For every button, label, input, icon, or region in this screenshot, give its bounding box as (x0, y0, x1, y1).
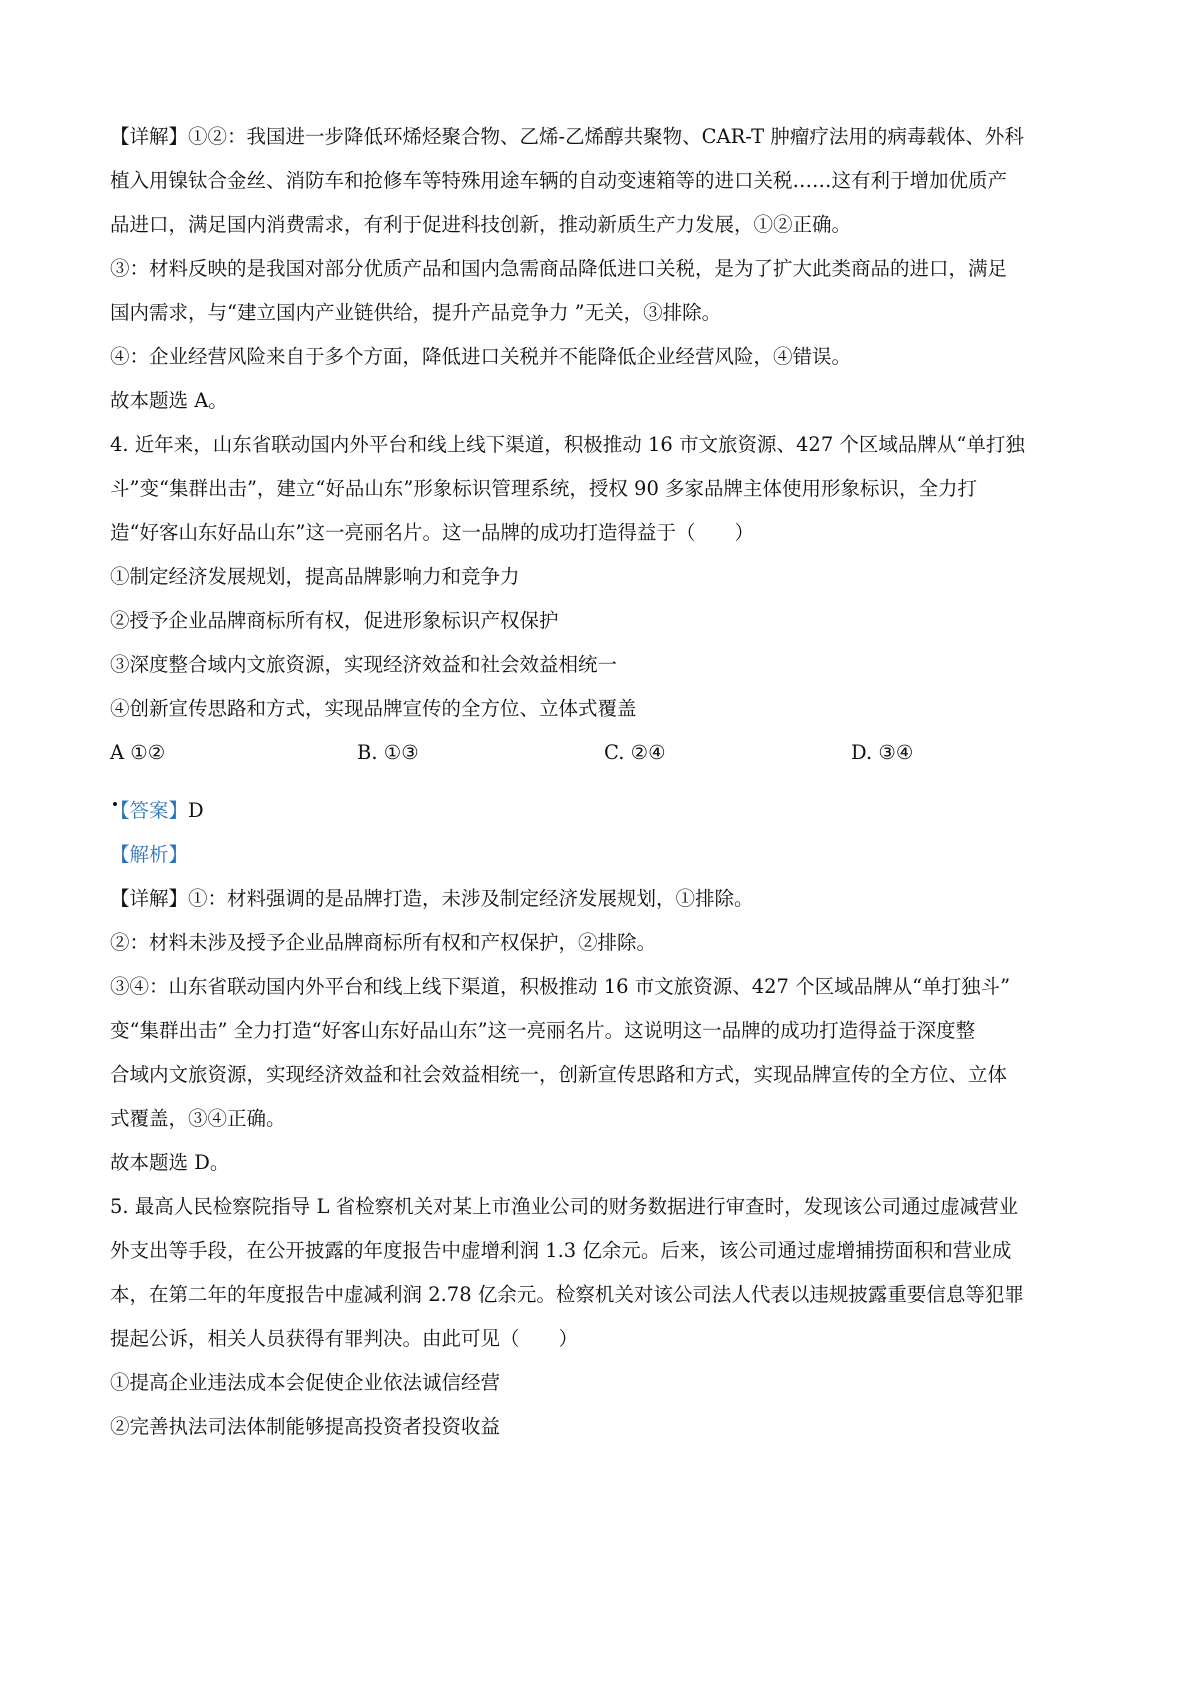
q4-detail-line-5: 合域内文旅资源，实现经济效益和社会效益相统一，创新宣传思路和方式，实现品牌宣传的全方位、立体 (110, 1063, 1008, 1086)
q3-explain-line-4: ③：材料反映的是我国对部分优质产品和国内急需商品降低进口关税，是为了扩大此类商品的进口，满足 (110, 257, 1008, 280)
q3-explain-line-5: 国内需求，与“建立国内产业链供给，提升产品竞争力 ”无关，③排除。 (110, 301, 722, 324)
q4-stem-line-3: 造“好客山东好品山东”这一亮丽名片。这一品牌的成功打造得益于（ ） (110, 521, 754, 544)
q5-stem-line-1: 5. 最高人民检察院指导 L 省检察机关对某上市渔业公司的财务数据进行审查时，发现该公司通过虚减营业 (110, 1195, 1019, 1218)
q4-stem-line-2: 斗”变“集群出击”，建立“好品山东”形象标识管理系统，授权 90 多家品牌主体使用形象标识，全力打 (110, 477, 978, 500)
q5-statement-2: ②完善执法司法体制能够提高投资者投资收益 (110, 1415, 501, 1438)
answer-tag: 【答案】 (110, 799, 189, 822)
q4-conclusion: 故本题选 D。 (110, 1151, 230, 1174)
q4-detail-line-3: ③④：山东省联动国内外平台和线上线下渠道，积极推动 16 市文旅资源、427 个区域品牌从“单打独斗” (110, 975, 1011, 998)
q4-option-d: D. ③④ (851, 741, 914, 764)
q3-explain-line-6: ④：企业经营风险来自于多个方面，降低进口关税并不能降低企业经营风险，④错误。 (110, 345, 852, 368)
q4-detail-line-1: 【详解】①：材料强调的是品牌打造，未涉及制定经济发展规划，①排除。 (110, 887, 754, 910)
q4-statement-4: ④创新宣传思路和方式，实现品牌宣传的全方位、立体式覆盖 (110, 697, 637, 720)
q4-stem-line-1: 4. 近年来，山东省联动国内外平台和线上线下渠道，积极推动 16 市文旅资源、427 个区域品牌从“单打独 (110, 433, 1025, 456)
q3-explain-line-3: 品进口，满足国内消费需求，有利于促进科技创新，推动新质生产力发展，①②正确。 (110, 213, 852, 236)
q4-statement-1: ①制定经济发展规划，提高品牌影响力和竞争力 (110, 565, 520, 588)
answer-value: D (188, 799, 204, 822)
q5-stem-line-3: 本，在第二年的年度报告中虚减利润 2.78 亿余元。检察机关对该公司法人代表以违规披露重要信息等犯罪 (110, 1283, 1024, 1306)
q4-option-b: B. ①③ (357, 741, 419, 764)
q3-conclusion: 故本题选 A。 (110, 389, 228, 412)
q5-stem-line-2: 外支出等手段，在公开披露的年度报告中虚增利润 1.3 亿余元。后来，该公司通过虚增捕捞面积和营业成 (110, 1239, 1012, 1262)
q4-answer-line (110, 797, 204, 825)
q5-statement-1: ①提高企业违法成本会促使企业依法诚信经营 (110, 1371, 501, 1394)
q4-option-a: A ①② (110, 741, 166, 764)
q4-detail-line-4: 变“集群出击” 全力打造“好客山东好品山东”这一亮丽名片。这说明这一品牌的成功打造得益于深度整 (110, 1019, 976, 1042)
q5-stem-line-4: 提起公诉，相关人员获得有罪判决。由此可见（ ） (110, 1327, 579, 1350)
q4-statement-2: ②授予企业品牌商标所有权，促进形象标识产权保护 (110, 609, 559, 632)
q3-explain-line-2: 植入用镍钛合金丝、消防车和抢修车等特殊用途车辆的自动变速箱等的进口关税……这有利于增加优质产 (110, 169, 1008, 192)
q4-detail-line-6: 式覆盖，③④正确。 (110, 1107, 286, 1130)
q4-detail-line-2: ②：材料未涉及授予企业品牌商标所有权和产权保护，②排除。 (110, 931, 657, 954)
q4-option-c: C. ②④ (604, 741, 666, 764)
q3-explain-line-1: 【详解】①②：我国进一步降低环烯烃聚合物、乙烯-乙烯醇共聚物、CAR-T 肿瘤疗法用的病毒载体、外科 (110, 125, 1024, 148)
q4-statement-3: ③深度整合域内文旅资源，实现经济效益和社会效益相统一 (110, 653, 618, 676)
analysis-tag: 【解析】 (110, 843, 189, 866)
